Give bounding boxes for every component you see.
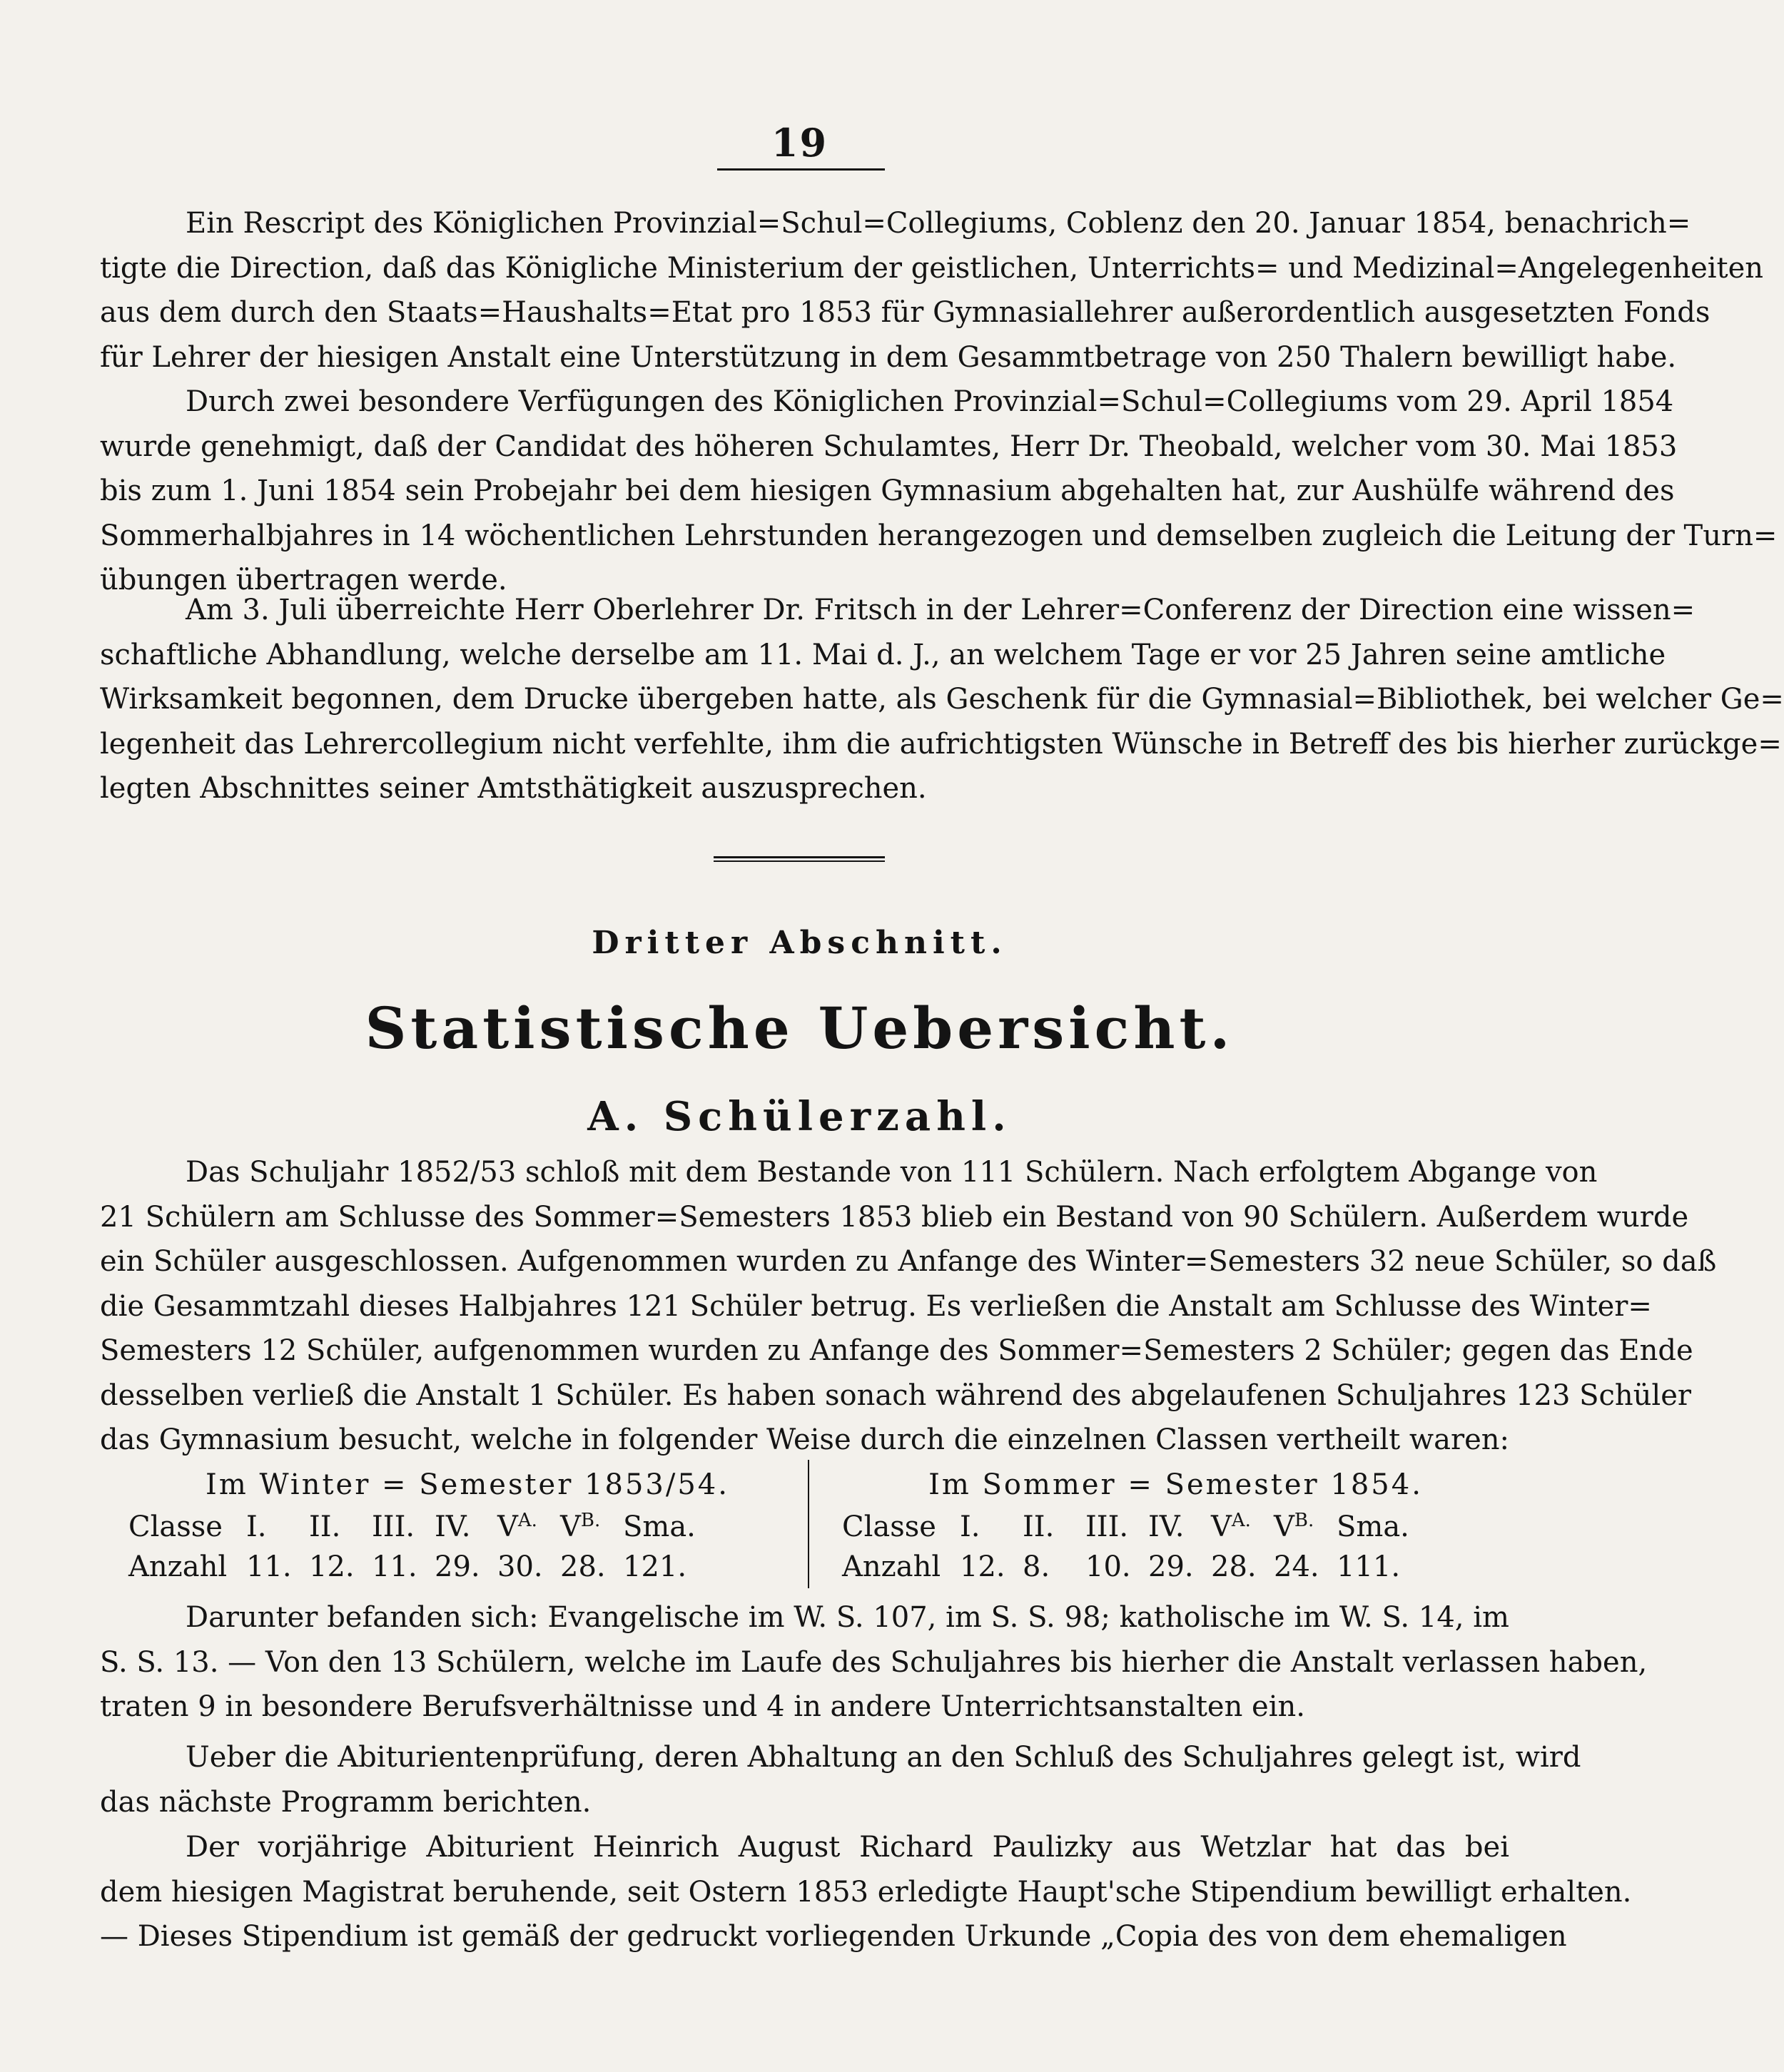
column-header: II. bbox=[309, 1510, 341, 1543]
text-line: tigte die Direction, daß das Königliche Ministerium der geistlichen, Unterrichts= und Medizinal=Angelegenheiten bbox=[100, 251, 1764, 285]
text-line: legenheit das Lehrercollegium nicht verfehlte, ihm die aufrichtigsten Wünsche in Betreff des bis hierher zurückge= bbox=[100, 727, 1782, 761]
text-line: Am 3. Juli überreichte Herr Oberlehrer Dr. Fritsch in der Lehrer=Conferenz der Direction eine wissen= bbox=[186, 594, 1696, 626]
table-cell: 10. bbox=[1085, 1550, 1131, 1583]
table-cell: 8. bbox=[1023, 1550, 1050, 1583]
text-line: übungen übertragen werde. bbox=[100, 564, 507, 596]
page-number: 19 bbox=[771, 120, 828, 166]
text-line: ein Schüler ausgeschlossen. Aufgenommen wurden zu Anfange des Winter=Semesters 32 neue Schüler, so daß bbox=[100, 1245, 1717, 1278]
table-cell: 12. bbox=[309, 1550, 355, 1583]
column-header: III. bbox=[372, 1510, 415, 1543]
class-distribution-tables bbox=[100, 1463, 1509, 1584]
table-header-row bbox=[842, 1507, 1509, 1547]
text-line: Wirksamkeit begonnen, dem Drucke übergeben hatte, als Geschenk für die Gymnasial=Bibliothek, bei welcher Ge= bbox=[100, 683, 1784, 716]
table-cell: 121. bbox=[623, 1550, 687, 1583]
header-label: Classe bbox=[128, 1510, 223, 1543]
column-header: VB. bbox=[1274, 1507, 1337, 1547]
table-title: Im Sommer = Semester 1854. bbox=[928, 1468, 1423, 1501]
column-header: II. bbox=[1023, 1510, 1055, 1543]
column-header-base: V bbox=[1274, 1510, 1294, 1543]
column-header: I. bbox=[246, 1510, 267, 1543]
text-line: bis zum 1. Juni 1854 sein Probejahr bei dem hiesigen Gymnasium abgehalten hat, zur Aushülfe während des bbox=[100, 474, 1675, 507]
paragraph-konfession bbox=[100, 1595, 1648, 1730]
header-label: Classe bbox=[842, 1510, 936, 1543]
table-data-row bbox=[128, 1547, 806, 1587]
text-line: Sommerhalbjahres in 14 wöchentlichen Lehrstunden herangezogen und demselben zugleich die Leitung der Turn= bbox=[100, 519, 1778, 552]
table-cell: 28. bbox=[560, 1550, 606, 1583]
column-header: VA. bbox=[497, 1507, 560, 1547]
text-line: 21 Schülern am Schlusse des Sommer=Semesters 1853 blieb ein Bestand von 90 Schülern. Außerdem wurde bbox=[100, 1200, 1689, 1234]
table-cell: 24. bbox=[1274, 1550, 1319, 1583]
table-cell: 28. bbox=[1211, 1550, 1257, 1583]
summer-semester-table bbox=[842, 1463, 1509, 1587]
column-header-base: V bbox=[497, 1510, 518, 1543]
table-cell: 30. bbox=[497, 1550, 543, 1583]
paragraph-rescript bbox=[100, 201, 1764, 380]
paragraph-schuelerzahl bbox=[100, 1150, 1717, 1463]
table-title: Im Winter = Semester 1853/54. bbox=[206, 1468, 729, 1501]
section-divider bbox=[714, 856, 885, 862]
page-number-rule bbox=[717, 168, 885, 171]
text-line: wurde genehmigt, daß der Candidat des höheren Schulamtes, Herr Dr. Theobald, welcher vom 30. Mai 1853 bbox=[100, 430, 1678, 463]
table-cell: 111. bbox=[1337, 1550, 1401, 1583]
text-line: aus dem durch den Staats=Haushalts=Etat pro 1853 für Gymnasiallehrer außerordentlich ausgesetzten Fonds bbox=[100, 296, 1710, 329]
text-line: für Lehrer der hiesigen Anstalt eine Unterstützung in dem Gesammtbetrage von 250 Thalern bewilligt habe. bbox=[100, 340, 1677, 374]
paragraph-abiturientenpruefung bbox=[100, 1735, 1581, 1824]
text-line: das Gymnasium besucht, welche in folgender Weise durch die einzelnen Classen vertheilt waren: bbox=[100, 1423, 1509, 1456]
column-header: I. bbox=[960, 1510, 980, 1543]
paragraph-verfuegungen bbox=[100, 380, 1778, 603]
table-cell: 12. bbox=[960, 1550, 1005, 1583]
column-header: III. bbox=[1085, 1510, 1129, 1543]
table-cell: 11. bbox=[372, 1550, 417, 1583]
text-line: traten 9 in besondere Berufsverhältnisse und 4 in andere Unterrichtsanstalten ein. bbox=[100, 1690, 1305, 1723]
text-line: S. S. 13. — Von den 13 Schülern, welche im Laufe des Schuljahres bis hierher die Anstalt verlassen haben, bbox=[100, 1645, 1648, 1679]
text-line: desselben verließ die Anstalt 1 Schüler. Es haben sonach während des abgelaufenen Schuljahres 123 Schüler bbox=[100, 1378, 1692, 1412]
table-cell: 29. bbox=[435, 1550, 480, 1583]
table-data-row bbox=[842, 1547, 1509, 1587]
text-line: schaftliche Abhandlung, welche derselbe am 11. Mai d. J., an welchem Tage er vor 25 Jahren seine amtliche bbox=[100, 638, 1666, 671]
text-line: legten Abschnittes seiner Amtsthätigkeit auszusprechen. bbox=[100, 772, 927, 805]
paragraph-stipendium bbox=[100, 1825, 1632, 1959]
column-header: Sma. bbox=[623, 1510, 696, 1543]
table-cell: 11. bbox=[246, 1550, 292, 1583]
text-line: Der vorjährige Abiturient Heinrich August Richard Paulizky aus Wetzlar hat das bei bbox=[186, 1831, 1509, 1864]
text-line: Ein Rescript des Königlichen Provinzial=Schul=Collegiums, Coblenz den 20. Januar 1854, benachrich= bbox=[186, 207, 1691, 240]
column-header: VA. bbox=[1211, 1507, 1274, 1547]
text-line: das nächste Programm berichten. bbox=[100, 1785, 592, 1819]
table-cell: 29. bbox=[1148, 1550, 1194, 1583]
section-title: Statistische Uebersicht. bbox=[365, 995, 1235, 1062]
table-header-row bbox=[128, 1507, 806, 1547]
column-header: IV. bbox=[435, 1510, 471, 1543]
column-header: VB. bbox=[560, 1507, 623, 1547]
section-subtitle: Dritter Abschnitt. bbox=[592, 925, 1008, 961]
row-label: Anzahl bbox=[842, 1550, 941, 1583]
column-header: IV. bbox=[1148, 1510, 1185, 1543]
subsection-title: A. Schülerzahl. bbox=[587, 1093, 1012, 1140]
text-line: Durch zwei besondere Verfügungen des Königlichen Provinzial=Schul=Collegiums vom 29. April 1854 bbox=[186, 385, 1674, 418]
paragraph-fritsch bbox=[100, 588, 1784, 811]
text-line: die Gesammtzahl dieses Halbjahres 121 Schüler betrug. Es verließen die Anstalt am Schlusse des Winter= bbox=[100, 1289, 1652, 1323]
text-line: Das Schuljahr 1852/53 schloß mit dem Bestande von 111 Schülern. Nach erfolgtem Abgange von bbox=[186, 1156, 1598, 1189]
column-header: Sma. bbox=[1337, 1510, 1409, 1543]
text-line: dem hiesigen Magistrat beruhende, seit Ostern 1853 erledigte Haupt'sche Stipendium bewilligt erhalten. bbox=[100, 1875, 1632, 1909]
text-line: Ueber die Abiturientenprüfung, deren Abhaltung an den Schluß des Schuljahres gelegt ist, wird bbox=[186, 1741, 1581, 1774]
winter-semester-table bbox=[128, 1463, 806, 1587]
text-line: Semesters 12 Schüler, aufgenommen wurden zu Anfange des Sommer=Semesters 2 Schüler; gegen das Ende bbox=[100, 1334, 1693, 1367]
column-header-base: V bbox=[560, 1510, 581, 1543]
text-line: Darunter befanden sich: Evangelische im W. S. 107, im S. S. 98; katholische im W. S. 14, im bbox=[186, 1601, 1509, 1634]
text-line: — Dieses Stipendium ist gemäß der gedruckt vorliegenden Urkunde „Copia des von dem ehemaligen bbox=[100, 1920, 1567, 1953]
row-label: Anzahl bbox=[128, 1550, 228, 1583]
column-header-base: V bbox=[1211, 1510, 1232, 1543]
